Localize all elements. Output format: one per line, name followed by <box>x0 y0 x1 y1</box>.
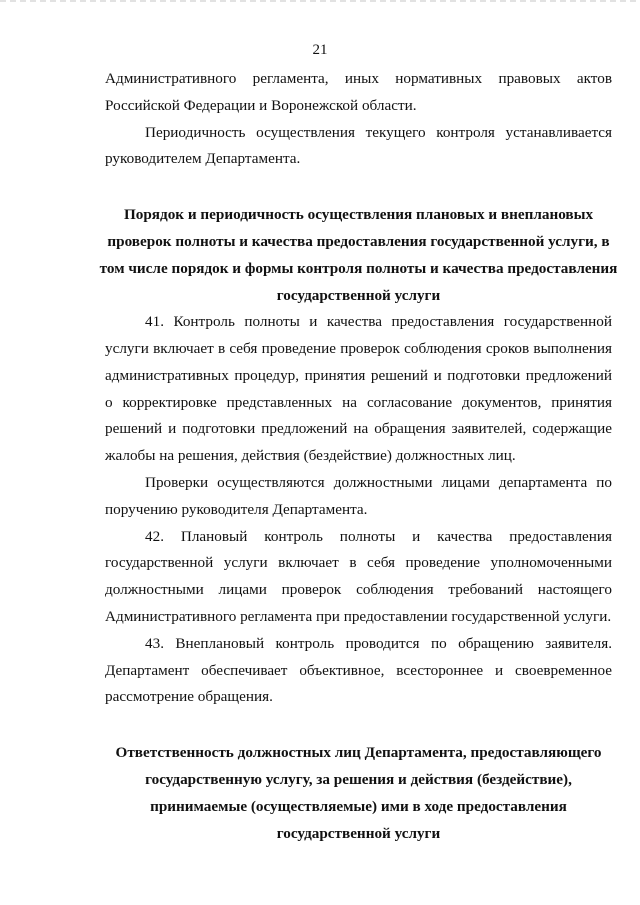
section-heading-responsibility: Ответственность должностных лиц Департамента, предоставляющего государственную услугу, за решения и действия (бездействие), принимаемые (осуществляемые) ими в ходе предоставления государственной услуги <box>115 744 602 843</box>
scan-edge-line <box>0 0 640 2</box>
document-body <box>99 66 618 847</box>
paragraph-continuation: Административного регламента, иных нормативных правовых актов Российской Федерации и Воронежской области. <box>105 70 612 114</box>
section-heading-control-procedure: Порядок и периодичность осуществления плановых и внеплановых проверок полноты и качества предоставления государственной услуги, в том числе порядок и формы контроля полноты и качества предоставления государственной услуги <box>99 206 618 305</box>
paragraph-periodicity: Периодичность осуществления текущего контроля устанавливается руководителем Департамента. <box>105 123 612 168</box>
page-number: 21 <box>312 42 328 58</box>
paragraph-43: 43. Внеплановый контроль проводится по обращению заявителя. Департамент обеспечивает объективное, всестороннее и своевременное рассмотрение обращения. <box>105 634 612 706</box>
paragraph-inspections: Проверки осуществляются должностными лицами департамента по поручению руководителя Департамента. <box>105 473 612 518</box>
paragraph-41: 41. Контроль полноты и качества предоставления государственной услуги включает в себя проведение проверок соблюдения сроков выполнения административных процедур, принятия решений и подготовки предложений о корректировке представленных на согласование документов, принятия решений и подготовки предложений на обращения заявителей, содержащие жалобы на решения, действия (бездействие) должностных лиц. <box>105 313 612 465</box>
paragraph-42: 42. Плановый контроль полноты и качества предоставления государственной услуги включает в себя проведение уполномоченными должностными лицами проверок соблюдения требований настоящего Административного регламента при предоставлении государственной услуги. <box>105 527 612 625</box>
